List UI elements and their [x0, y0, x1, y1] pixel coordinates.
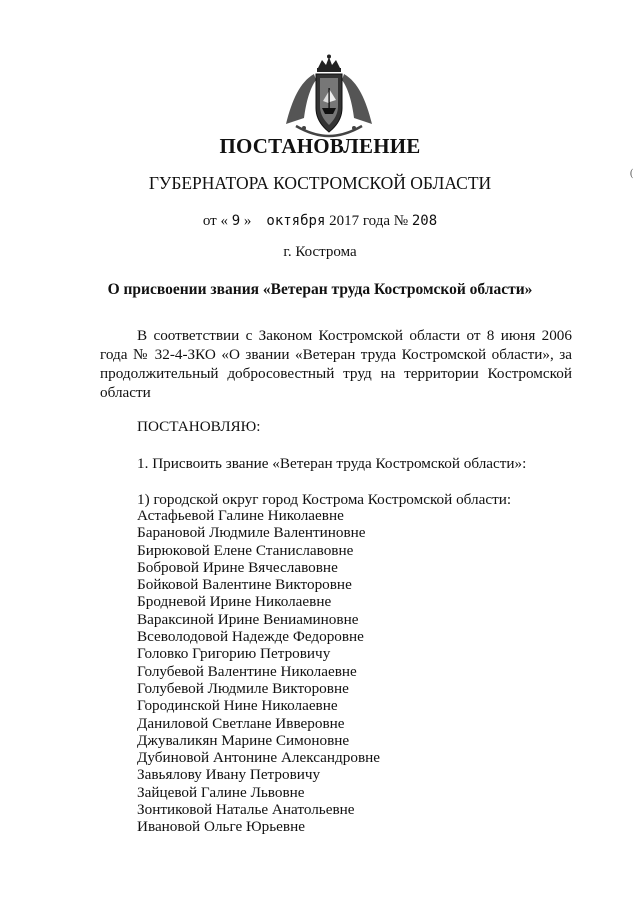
document-title: ПОСТАНОВЛЕНИЕ — [219, 134, 421, 158]
list-item: Ивановой Ольге Юрьевне — [137, 818, 305, 836]
list-item: Головко Григорию Петровичу — [137, 645, 331, 663]
document-number: 208 — [411, 213, 438, 229]
margin-mark: ( — [630, 168, 634, 179]
date-quote-close: » — [243, 213, 252, 229]
list-item: Городинской Нине Николаевне — [137, 697, 338, 715]
list-item: Зайцевой Галине Львовне — [137, 783, 305, 801]
list-item: Бойковой Валентине Викторовне — [137, 576, 352, 594]
list-item: Барановой Людмиле Валентиновне — [137, 524, 366, 542]
date-line — [0, 213, 640, 230]
district-heading: 1) городской округ город Кострома Костромской области: — [137, 491, 512, 508]
date-month: октября — [266, 213, 326, 229]
list-item: Голубевой Людмиле Викторовне — [137, 679, 349, 697]
list-item: Дубиновой Антонине Александровне — [137, 749, 380, 767]
decree-word: ПОСТАНОВЛЯЮ: — [137, 418, 261, 435]
list-item: Астафьевой Галине Николаевне — [137, 507, 344, 524]
city-line: г. Кострома — [283, 244, 357, 260]
awardee-list — [137, 507, 380, 836]
list-item: Голубевой Валентине Николаевне — [137, 662, 357, 680]
list-item: Завьялову Ивану Петровичу — [137, 766, 321, 784]
date-year: 2017 года № — [329, 213, 409, 229]
clause-1: 1. Присвоить звание «Ветеран труда Костромской области»: — [137, 455, 527, 472]
list-item: Вараксиной Ирине Вениаминовне — [137, 610, 359, 628]
list-item: Бирюковой Елене Станиславовне — [137, 541, 354, 559]
date-prefix: от « — [202, 213, 228, 229]
list-item: Бродневой Ирине Николаевне — [137, 593, 332, 611]
list-item: Зонтиковой Наталье Анатольевне — [137, 801, 355, 819]
date-day: 9 — [231, 213, 241, 229]
preamble-paragraph: В соответствии с Законом Костромской области от 8 июня 2006 года № 32-4-ЗКО «О звании «Ветеран труда Костромской области», за продолжительный добросовестный труд на территории Костромской области — [100, 327, 572, 401]
list-item: Всеволодовой Надежде Федоровне — [137, 628, 364, 646]
list-item: Джуваликян Марине Симоновне — [137, 731, 350, 749]
issuer-line: ГУБЕРНАТОРА КОСТРОМСКОЙ ОБЛАСТИ — [148, 173, 492, 193]
list-item: Даниловой Светлане Ивверовне — [137, 714, 345, 732]
coat-of-arms-emblem — [276, 54, 382, 138]
document-subject: О присвоении звания «Ветеран труда Костромской области» — [107, 281, 533, 298]
list-item: Бобровой Ирине Вячеславовне — [137, 558, 338, 576]
